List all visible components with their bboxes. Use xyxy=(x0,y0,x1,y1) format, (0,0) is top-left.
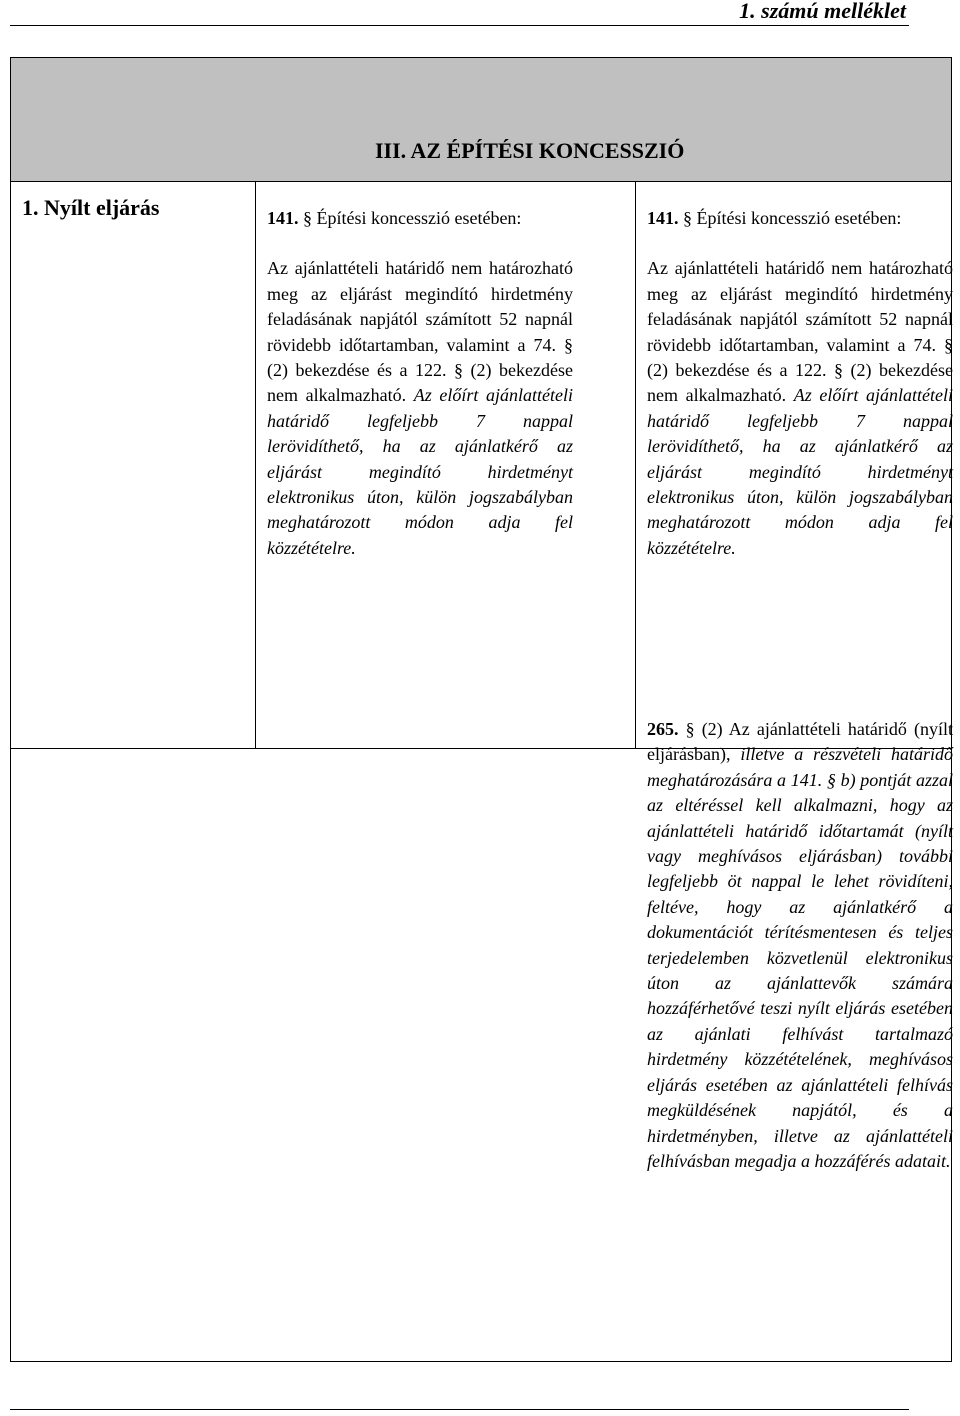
right-cell-heading: 141. § Építési koncesszió esetében: xyxy=(647,208,902,228)
section-title: III. AZ ÉPÍTÉSI KONCESSZIÓ xyxy=(375,138,685,163)
column-divider-2 xyxy=(635,181,636,748)
left-cell-paragraph: Az ajánlattételi határidő nem határozható meg az eljárást megindító hirdetmény feladásának napjától számított 52 napnál rövidebb időtartamban, valamint a 74. § (2) bekezdése és a 122. § (2) bekezdése nem alkalmazható. Az előírt ajánlattételi határidő legfeljebb 7 nappal lerövidíthető, ha az ajánlatkérő az eljárást megindító hirdetményt elektronikus úton, külön jogszabályban meghatározott módon adja fel közzétételre. xyxy=(267,258,573,558)
footer-rule xyxy=(10,1409,909,1410)
lower-right-cell xyxy=(647,717,953,1174)
right-cell xyxy=(647,206,953,561)
column-divider-1 xyxy=(255,181,256,748)
left-cell-heading: 141. § Építési koncesszió esetében: xyxy=(267,208,522,228)
section-title-band xyxy=(11,58,951,182)
lower-right-paragraph: 265. § (2) Az ajánlattételi határidő (nyílt eljárásban), illetve a részvételi határidő meghatározására a 141. § b) pontját azzal az eltéréssel kell alkalmazni, hogy az ajánlattételi határidő időtartamát (nyílt vagy meghívásos eljárásban) további legfeljebb öt nappal le lehet rövidíteni, feltéve, hogy az ajánlatkérő a dokumentációt térítésmentesen és teljes terjedelemben közvetlenül elektronikus úton az ajánlattevők számára hozzáférhetővé teszi nyílt eljárás esetében az ajánlati felhívást tartalmazó hirdetmény közzétételének, meghívásos eljárás esetében az ajánlattételi felhívás megküldésének napjától, és a hirdetményben, illetve az ajánlattételi felhívásban megadja a hozzáférés adatait. xyxy=(647,719,954,1171)
regulation-table xyxy=(10,57,952,1362)
right-cell-paragraph: Az ajánlattételi határidő nem határozható meg az eljárást megindító hirdetmény feladásának napjától számított 52 napnál rövidebb időtartamban, valamint a 74. § (2) bekezdése és a 122. § (2) bekezdése nem alkalmazható. Az előírt ajánlattételi határidő legfeljebb 7 nappal lerövidíthető, ha az ajánlatkérő az eljárást megindító hirdetményt elektronikus úton, külön jogszabályban meghatározott módon adja fel közzétételre. xyxy=(647,258,953,558)
row-label: 1. Nyílt eljárás xyxy=(22,195,160,220)
left-cell xyxy=(267,206,573,561)
page-header-title: 1. számú melléklet xyxy=(739,0,906,23)
header-rule xyxy=(10,25,909,26)
